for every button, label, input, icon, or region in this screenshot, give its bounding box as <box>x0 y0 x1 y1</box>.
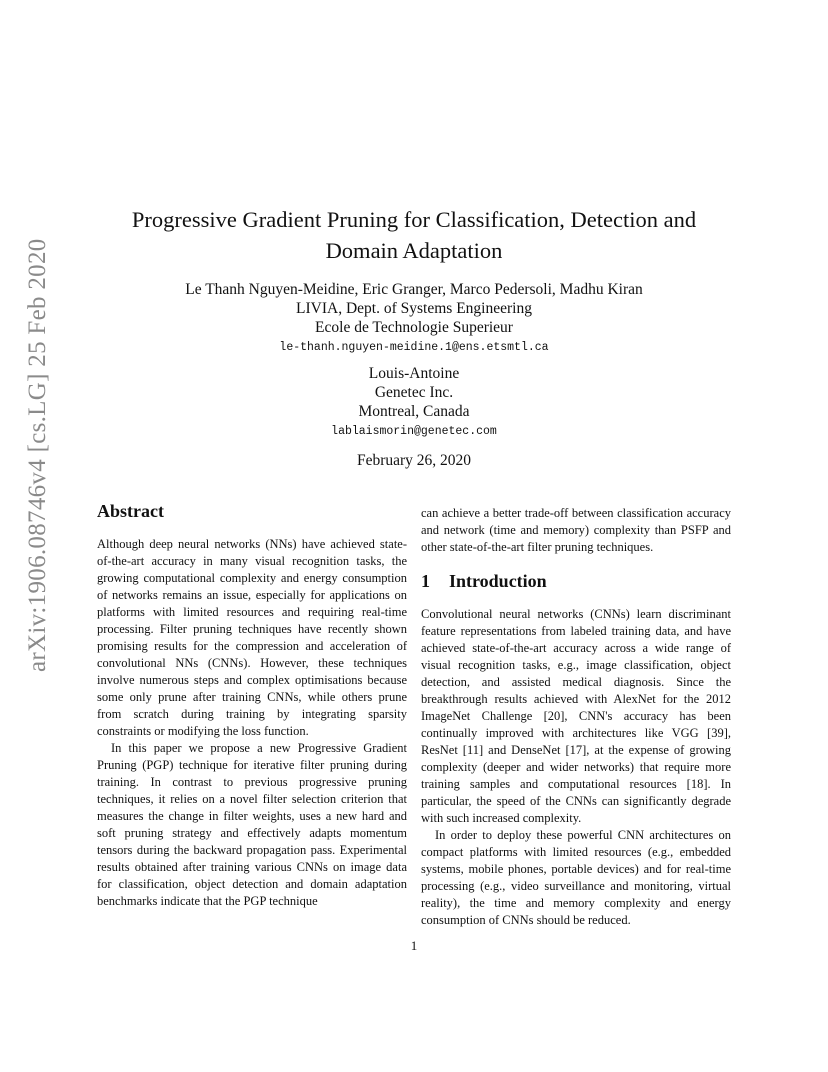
author-email[interactable]: le-thanh.nguyen-meidine.1@ens.etsmtl.ca <box>279 341 549 354</box>
affiliation-school: Ecole de Technologie Superieur <box>315 319 513 336</box>
author-names: Le Thanh Nguyen-Meidine, Eric Granger, Marco Pedersoli, Madhu Kiran <box>185 281 643 298</box>
paper-date: February 26, 2020 <box>356 452 472 469</box>
introduction-heading <box>421 570 731 592</box>
section-title: Introduction <box>449 571 547 591</box>
page-number: 1 <box>410 938 418 953</box>
section-number: 1 <box>421 571 430 591</box>
right-column <box>421 505 731 929</box>
affiliation-location: Montreal, Canada <box>358 403 470 420</box>
author-block-secondary <box>96 364 732 443</box>
author-name: Louis-Antoine <box>368 365 460 382</box>
affiliation-department: LIVIA, Dept. of Systems Engineering <box>296 300 532 317</box>
introduction-paragraph: In order to deploy these powerful CNN architectures on compact platforms with limited resources (e.g., embedded systems, mobile phones, portable devices) and for real-time processing (e.g., video surveillance and monitoring, virtual reality), the time and memory complexity and energy consumption of CNNs should be reduced. <box>421 828 731 927</box>
introduction-paragraph: Convolutional neural networks (CNNs) learn discriminant feature representations from labeled training data, and have achieved state-of-the-art accuracy across a wide range of visual recognition tasks, e.g., image classification, object detection, and assisted medical diagnosis. Since the breakthrough results achieved with AlexNet for the 2012 ImageNet Challenge [20], CNN's accuracy has been continually improved with architectures like VGG [39], ResNet [11] and DenseNet [17], at the expense of growing complexity (deeper and wider networks) that require more training samples and computational resources [18]. In particular, the speed of the CNNs can significantly degrade with such increased complexity. <box>421 607 731 825</box>
left-column <box>97 500 407 910</box>
affiliation-company: Genetec Inc. <box>374 384 454 401</box>
abstract-heading: Abstract <box>97 501 164 521</box>
author-email[interactable]: lablaismorin@genetec.com <box>331 425 497 438</box>
paper-title: Progressive Gradient Pruning for Classification, Detection and Domain Adaptation <box>131 207 697 263</box>
abstract-paragraph: Although deep neural networks (NNs) have achieved state-of-the-art accuracy in many visual recognition tasks, the growing computational complexity and energy consumption of networks remains an issue, especially for applications on platforms with limited resources and requiring real-time processing. Filter pruning techniques have recently shown promising results for the compression and acceleration of convolutional NNs (CNNs). However, these techniques involve numerous steps and complex optimisations because some only prune after training CNNs, while others prune from scratch during training by integrating sparsity constraints or modifying the loss function. <box>97 537 407 738</box>
abstract-paragraph-continued: can achieve a better trade-off between classification accuracy and network (time and memory) complexity than PSFP and other state-of-the-art filter pruning techniques. <box>421 506 731 554</box>
arxiv-identifier-stamp: arXiv:1906.08746v4 [cs.LG] 25 Feb 2020 <box>24 238 51 672</box>
abstract-paragraph: In this paper we propose a new Progressive Gradient Pruning (PGP) technique for iterative filter pruning during training. In contrast to previous progressive pruning techniques, it relies on a novel filter selection criterion that measures the change in filter weights, uses a new hard and soft pruning strategy and effectively adapts momentum tensors during the backward propagation pass. Experimental results obtained after training various CNNs on image data for classification, object detection and domain adaptation benchmarks indicate that the PGP technique <box>97 741 407 908</box>
author-block-primary <box>96 280 732 359</box>
